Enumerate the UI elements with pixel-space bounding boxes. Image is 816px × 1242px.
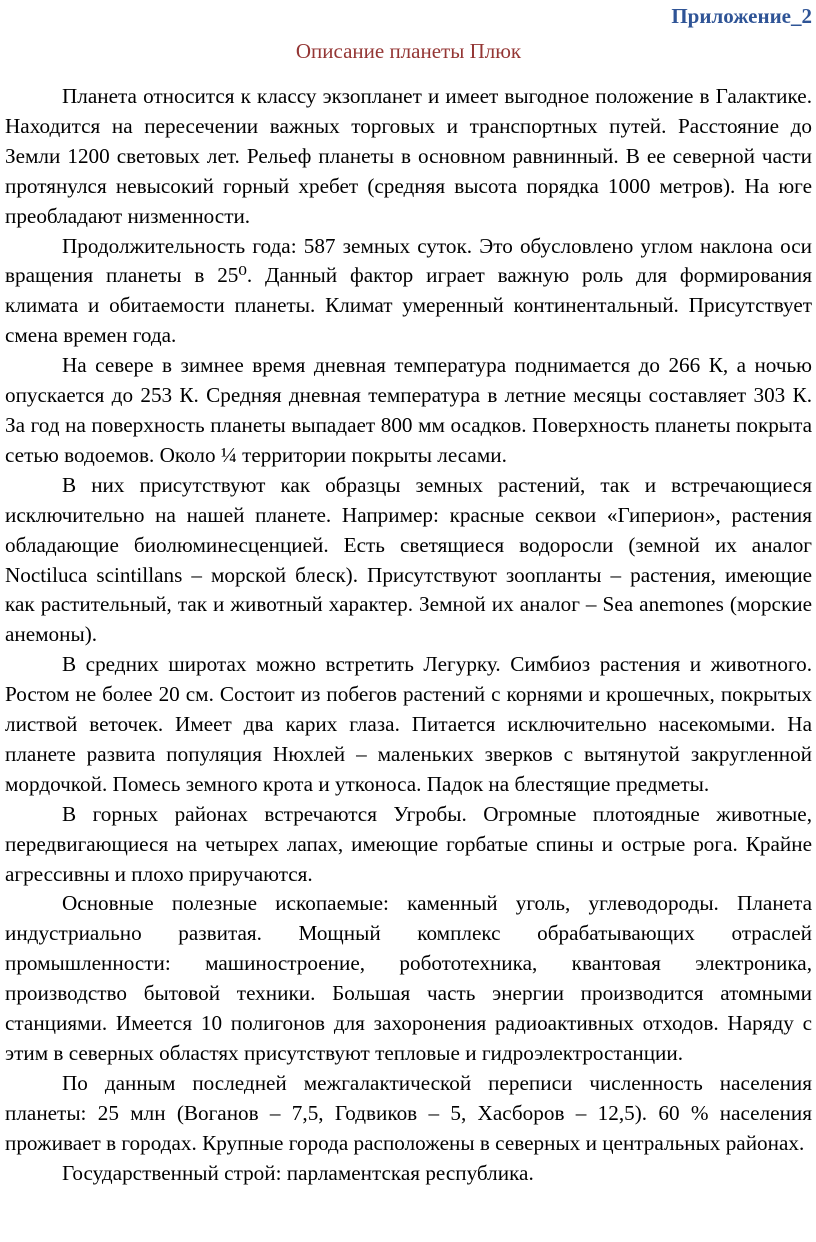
paragraph-fauna-mountains: В горных районах встречаются Угробы. Огромные плотоядные животные, передвигающиеся на четырех лапах, имеющие горбатые спины и острые рога. Крайне агрессивны и плохо приручаются. [5,801,812,886]
appendix-label: Приложение_2 [671,4,812,28]
paragraph-government: Государственный строй: парламентская республика. [62,1160,534,1185]
paragraph-year-climate: Продолжительность года: 587 земных суток. Это обусловлено углом наклона оси вращения планеты в 25⁰. Данный фактор играет важную роль для формирования климата и обитаемости планеты. Климат умеренный континентальный. Присутствует смена времен года. [5,233,812,348]
paragraph-flora: В них присутствуют как образцы земных растений, так и встречающиеся исключительно на нашей планете. Например: красные секвои «Гиперион», растения обладающие биолюминесценцией. Есть светящиеся водоросли (земной их аналог Noctiluca scintillans – морской блеск). Присутствуют зоопланты – растения, имеющие как растительный, так и животный характер. Земной их аналог – Sea anemones (морские анемоны). [5,472,812,647]
paragraph-industry: Основные полезные ископаемые: каменный уголь, углеводороды. Планета индустриально развитая. Мощный комплекс обрабатывающих отраслей промышленности: машиностроение, робототехника, квантовая электроника, производство бытовой техники. Большая часть энергии производится атомными станциями. Имеется 10 полигонов для захоронения радиоактивных отходов. Наряду с этим в северных областях присутствуют тепловые и гидроэлектростанции. [5,891,812,1065]
paragraph-fauna-midlatitudes: В средних широтах можно встретить Легурку. Симбиоз растения и животного. Ростом не более 20 см. Состоит из побегов растений с корнями и крошечных, покрытых листвой веточек. Имеет два карих глаза. Питается исключительно насекомыми. На планете развита популяция Нюхлей – маленьких зверков с вытянутой закругленной мордочкой. Помесь земного крота и утконоса. Падок на блестящие предметы. [5,652,812,796]
paragraph-location: Планета относится к классу экзопланет и имеет выгодное положение в Галактике. Находится на пересечении важных торговых и транспортных путей. Расстояние до Земли 1200 световых лет. Рельеф планеты в основном равнинный. В ее северной части протянулся невысокий горный хребет (средняя высота порядка 1000 метров). На юге преобладают низменности. [5,84,812,228]
paragraph-population: По данным последней межгалактической переписи численность населения планеты: 25 млн (Воганов – 7,5, Годвиков – 5, Хасборов – 12,5). 60 % населения проживает в городах. Крупные города расположены в северных и центральных районах. [5,1070,812,1155]
document-body [5,82,812,1189]
document-title: Описание планеты Плюк [295,39,522,63]
paragraph-temperature: На севере в зимнее время дневная температура поднимается до 266 К, а ночью опускается до 253 К. Средняя дневная температура в летние месяцы составляет 303 К. За год на поверхность планеты выпадает 800 мм осадков. Поверхность планеты покрыта сетью водоемов. Около ¼ территории покрыты лесами. [5,353,812,467]
